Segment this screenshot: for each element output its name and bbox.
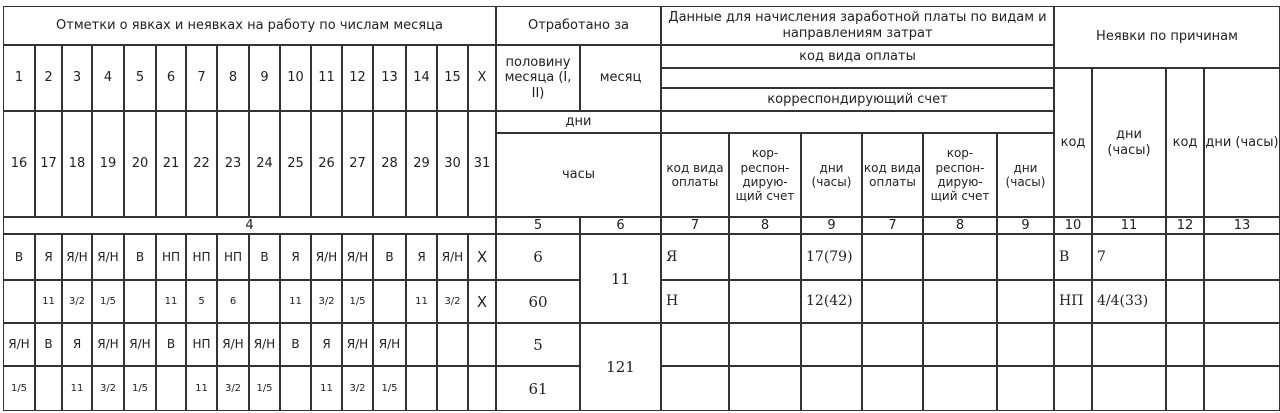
day-number: 28: [373, 111, 406, 217]
salary-sub-6: дни (часы): [997, 133, 1054, 217]
day-mark-cell: НП: [217, 234, 249, 280]
salary-data-cell: [661, 366, 729, 411]
month-days: 11: [580, 234, 661, 323]
day-mark-cell: 1/5: [92, 280, 124, 323]
colnum-13: 13: [1204, 217, 1280, 234]
colnum-4: 4: [3, 217, 496, 234]
day-mark-cell: [35, 366, 62, 411]
colnum-5: 5: [496, 217, 580, 234]
absence-data-cell: [1204, 323, 1280, 366]
day-mark-cell: 3/2: [342, 366, 373, 411]
day-number: 25: [280, 111, 311, 217]
day-mark-cell: 11: [311, 366, 342, 411]
salary-header: Данные для начисления заработной платы по видам и направлениям затрат: [661, 6, 1054, 45]
day-number: 26: [311, 111, 342, 217]
day-number: 7: [186, 45, 217, 111]
salary-data-cell: [801, 323, 862, 366]
day-mark-cell: НП: [186, 234, 217, 280]
day-mark-cell: X: [468, 280, 496, 323]
day-number: 15: [437, 45, 468, 111]
day-mark-cell: 11: [280, 280, 311, 323]
colnum-11: 11: [1092, 217, 1166, 234]
salary-data-cell: [801, 366, 862, 411]
day-mark-cell: 11: [35, 280, 62, 323]
day-number: 6: [156, 45, 186, 111]
day-mark-cell: 1/5: [373, 366, 406, 411]
salary-data-cell: [729, 366, 801, 411]
day-number: X: [468, 45, 496, 111]
day-mark-cell: Я/Н: [124, 323, 156, 366]
absence-sub-3: код: [1166, 68, 1204, 217]
day-mark-cell: 11: [156, 280, 186, 323]
day-mark-cell: [406, 323, 437, 366]
absence-data-cell: 7: [1092, 234, 1166, 280]
day-mark-cell: [280, 366, 311, 411]
day-mark-cell: [468, 366, 496, 411]
day-mark-cell: Я/Н: [92, 234, 124, 280]
absence-header: Неявки по причинам: [1054, 6, 1280, 68]
salary-data-cell: [661, 323, 729, 366]
half-month-header: половину месяца (I, II): [496, 45, 580, 111]
salary-data-cell: 12(42): [801, 280, 862, 323]
day-number: 9: [249, 45, 280, 111]
day-mark-cell: Я/Н: [62, 234, 92, 280]
absence-data-cell: [1166, 234, 1204, 280]
absence-data-cell: [1204, 234, 1280, 280]
day-mark-cell: [437, 323, 468, 366]
absence-data-cell: [1204, 280, 1280, 323]
day-mark-cell: Я/Н: [373, 323, 406, 366]
day-number: 10: [280, 45, 311, 111]
salary-sub-2: кор-респон-дирую-щий счет: [729, 133, 801, 217]
day-mark-cell: Я: [406, 234, 437, 280]
hours-header: часы: [496, 133, 661, 217]
day-mark-cell: [437, 366, 468, 411]
day-mark-cell: [156, 366, 186, 411]
day-number: 13: [373, 45, 406, 111]
day-mark-cell: 3/2: [437, 280, 468, 323]
half1-days: 6: [496, 234, 580, 280]
salary-data-cell: [997, 366, 1054, 411]
half2-days: 5: [496, 323, 580, 366]
day-number: 27: [342, 111, 373, 217]
day-mark-cell: Я/Н: [3, 323, 35, 366]
day-mark-cell: 3/2: [311, 280, 342, 323]
salary-data-cell: [862, 280, 923, 323]
half2-hours: 61: [496, 366, 580, 411]
day-number: 22: [186, 111, 217, 217]
absence-data-cell: 4/4(33): [1092, 280, 1166, 323]
day-mark-cell: 1/5: [342, 280, 373, 323]
salary-sub-5: кор-респон-дирую-щий счет: [923, 133, 997, 217]
day-number: 20: [124, 111, 156, 217]
day-mark-cell: [406, 366, 437, 411]
half1-hours: 60: [496, 280, 580, 323]
day-number: 5: [124, 45, 156, 111]
day-mark-cell: В: [249, 234, 280, 280]
day-number: 31: [468, 111, 496, 217]
absence-data-cell: [1092, 323, 1166, 366]
salary-data-cell: [997, 234, 1054, 280]
day-mark-cell: Я/Н: [92, 323, 124, 366]
day-number: 29: [406, 111, 437, 217]
day-number: 12: [342, 45, 373, 111]
day-number: 2: [35, 45, 62, 111]
colnum-10: 10: [1054, 217, 1092, 234]
corr-account-header: корреспондирующий счет: [661, 88, 1054, 111]
day-mark-cell: Я: [62, 323, 92, 366]
salary-sub-1: код вида оплаты: [661, 133, 729, 217]
day-number: 24: [249, 111, 280, 217]
day-mark-cell: Я/Н: [217, 323, 249, 366]
pay-code-empty: [661, 68, 1054, 88]
salary-data-cell: [862, 366, 923, 411]
day-mark-cell: В: [124, 234, 156, 280]
day-mark-cell: [124, 280, 156, 323]
colnum-7b: 7: [862, 217, 923, 234]
colnum-6: 6: [580, 217, 661, 234]
day-mark-cell: [468, 323, 496, 366]
salary-data-cell: 17(79): [801, 234, 862, 280]
day-mark-cell: 6: [217, 280, 249, 323]
absence-data-cell: [1166, 366, 1204, 411]
absence-data-cell: НП: [1054, 280, 1092, 323]
day-number: 23: [217, 111, 249, 217]
day-mark-cell: Я: [35, 234, 62, 280]
day-mark-cell: 3/2: [92, 366, 124, 411]
absence-data-cell: В: [1054, 234, 1092, 280]
salary-data-cell: Я: [661, 234, 729, 280]
absence-data-cell: [1092, 366, 1166, 411]
salary-data-cell: [862, 234, 923, 280]
colnum-8a: 8: [729, 217, 801, 234]
day-mark-cell: Я: [311, 323, 342, 366]
salary-data-cell: [923, 323, 997, 366]
absence-data-cell: [1166, 280, 1204, 323]
day-mark-cell: [373, 280, 406, 323]
day-number: 14: [406, 45, 437, 111]
day-number: 11: [311, 45, 342, 111]
absence-sub-2: дни (часы): [1092, 68, 1166, 217]
salary-data-cell: [997, 323, 1054, 366]
salary-data-cell: [997, 280, 1054, 323]
day-mark-cell: 1/5: [124, 366, 156, 411]
day-mark-cell: Я/Н: [311, 234, 342, 280]
marks-header: Отметки о явках и неявках на работу по числам месяца: [3, 6, 496, 45]
day-mark-cell: X: [468, 234, 496, 280]
day-mark-cell: Я: [280, 234, 311, 280]
day-number: 16: [3, 111, 35, 217]
salary-data-cell: [923, 280, 997, 323]
day-number: 30: [437, 111, 468, 217]
day-mark-cell: [3, 280, 35, 323]
absence-data-cell: [1204, 366, 1280, 411]
absence-sub-4: дни (часы): [1204, 68, 1280, 217]
day-mark-cell: 11: [186, 366, 217, 411]
day-mark-cell: В: [156, 323, 186, 366]
salary-data-cell: [923, 234, 997, 280]
day-mark-cell: НП: [186, 323, 217, 366]
day-mark-cell: 5: [186, 280, 217, 323]
day-mark-cell: В: [3, 234, 35, 280]
day-mark-cell: 11: [406, 280, 437, 323]
pay-code-header: код вида оплаты: [661, 45, 1054, 68]
salary-sub-4: код вида оплаты: [862, 133, 923, 217]
absence-data-cell: [1054, 323, 1092, 366]
day-mark-cell: В: [280, 323, 311, 366]
worked-header: Отработано за: [496, 6, 661, 45]
day-mark-cell: [249, 280, 280, 323]
days-header: дни: [496, 111, 661, 133]
colnum-9b: 9: [997, 217, 1054, 234]
day-mark-cell: Я/Н: [342, 323, 373, 366]
salary-data-cell: [923, 366, 997, 411]
salary-data-cell: [729, 280, 801, 323]
day-mark-cell: НП: [156, 234, 186, 280]
colnum-7a: 7: [661, 217, 729, 234]
salary-data-cell: [729, 323, 801, 366]
salary-data-cell: [862, 323, 923, 366]
colnum-9a: 9: [801, 217, 862, 234]
day-number: 8: [217, 45, 249, 111]
colnum-8b: 8: [923, 217, 997, 234]
salary-sub-3: дни (часы): [801, 133, 862, 217]
day-mark-cell: 3/2: [217, 366, 249, 411]
day-mark-cell: В: [373, 234, 406, 280]
salary-data-cell: Н: [661, 280, 729, 323]
day-number: 18: [62, 111, 92, 217]
day-mark-cell: Я/Н: [249, 323, 280, 366]
day-number: 19: [92, 111, 124, 217]
absence-data-cell: [1054, 366, 1092, 411]
day-number: 21: [156, 111, 186, 217]
day-mark-cell: В: [35, 323, 62, 366]
day-mark-cell: 11: [62, 366, 92, 411]
day-mark-cell: 1/5: [249, 366, 280, 411]
day-mark-cell: 3/2: [62, 280, 92, 323]
absence-data-cell: [1166, 323, 1204, 366]
day-number: 1: [3, 45, 35, 111]
day-mark-cell: Я/Н: [342, 234, 373, 280]
day-number: 4: [92, 45, 124, 111]
absence-sub-1: код: [1054, 68, 1092, 217]
day-mark-cell: 1/5: [3, 366, 35, 411]
salary-data-cell: [729, 234, 801, 280]
day-number: 3: [62, 45, 92, 111]
day-mark-cell: Я/Н: [437, 234, 468, 280]
month-header: месяц: [580, 45, 661, 111]
month-hours: 121: [580, 323, 661, 411]
day-number: 17: [35, 111, 62, 217]
colnum-12: 12: [1166, 217, 1204, 234]
corr-account-empty: [661, 111, 1054, 133]
